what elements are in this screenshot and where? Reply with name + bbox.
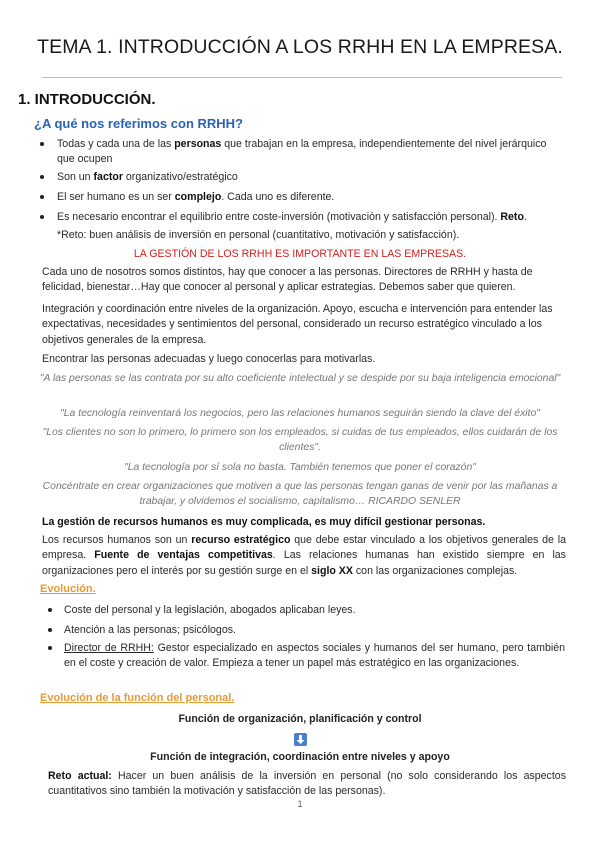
highlight-red-line: LA GESTIÓN DE LOS RRHH ES IMPORTANTE EN LAS EMPRESAS. <box>133 248 467 260</box>
function-step: Función de organización, planificación y control <box>178 713 422 725</box>
quote: Concéntrate en crear organizaciones que motiven a que las personas tengan ganas de venir por las mañanas a trabajar, y olvidemos el socialismo, capitalismo… RICARDO SENLER <box>42 481 558 508</box>
reto-actual: Reto actual: Hacer un buen análisis de la inversión en personal (no solo considerando los aspectos cuantitativos sino también la motivación y satisfacción de las personas). <box>48 770 566 798</box>
bullet-icon <box>40 142 44 146</box>
bullet-icon <box>48 646 52 650</box>
list-item-text: El ser humano es un ser complejo. Cada uno es diferente. <box>57 191 335 203</box>
page-title: TEMA 1. INTRODUCCIÓN A LOS RRHH EN LA EMPRESA. <box>37 36 563 58</box>
page-number: 1 <box>297 799 303 809</box>
funcion-heading: Evolución de la función del personal. <box>40 692 235 704</box>
paragraph: Cada uno de nosotros somos distintos, hay que conocer a las personas. Directores de RRHH y hasta de felicidad, bienestar…Hay que conocer al personal y aplicar estrategias. Debemos saber que quieren. <box>42 266 533 294</box>
title-divider <box>42 77 562 78</box>
section-heading: 1. INTRODUCCIÓN. <box>18 91 156 108</box>
down-arrow-icon <box>294 733 307 746</box>
paragraph: Los recursos humanos son un recurso estratégico que debe estar vinculado a los objetivos generales de la empresa. Fuente de ventajas competitivas. Las relaciones humanas han existido siempre en las organizaciones pero el interés por su gestión surge en el siglo XX con las organizaciones complejas. <box>42 534 566 577</box>
quote: "Los clientes no son lo primero, lo primero son los empleados, si cuidas de tus empleados, ellos cuidarán de los clientes". <box>42 427 558 454</box>
quote: "La tecnología reinventará los negocios, pero las relaciones humanos seguirán siendo la clave del éxito" <box>60 408 540 419</box>
bullet-icon <box>40 175 44 179</box>
list-item-text: Son un factor organizativo/estratégico <box>57 171 238 183</box>
bullet-icon <box>40 215 44 219</box>
list-item-text: Director de RRHH: Gestor especializado en aspectos sociales y humanos del ser humano, pero también en el coste y creación de valor. Empieza a tener un papel más estratégico en las organizaciones. <box>64 642 565 670</box>
paragraph: Encontrar las personas adecuadas y luego conocerlas para motivarlas. <box>42 353 376 365</box>
list-item-text: Todas y cada una de las personas que trabajan en la empresa, independientemente del nivel jerárquico que ocupen <box>57 138 547 166</box>
reto-note: *Reto: buen análisis de inversión en personal (cuantitativo, motivación y satisfacción). <box>57 229 460 241</box>
paragraph: Integración y coordinación entre niveles de la organización. Apoyo, escucha e intervención para entender las expectativas, necesidades y sentimientos del personal, considerado un recurso estratégico vinculado a los objetivos generales de la empresa. <box>42 303 553 346</box>
list-item-text: Coste del personal y la legislación, abogados aplicaban leyes. <box>64 604 356 616</box>
subheading: ¿A qué nos referimos con RRHH? <box>34 116 243 131</box>
list-item-text: Es necesario encontrar el equilibrio entre coste-inversión (motivación y satisfacción personal). Reto. <box>57 211 527 223</box>
bullet-icon <box>48 628 52 632</box>
bullet-icon <box>48 608 52 612</box>
quote: "A las personas se las contrata por su alto coeficiente intelectual y se despide por su baja inteligencia emocional" <box>39 373 561 384</box>
function-step: Función de integración, coordinación entre niveles y apoyo <box>150 751 450 763</box>
evolucion-heading: Evolución. <box>40 583 96 595</box>
bullet-icon <box>40 195 44 199</box>
list-item-text: Atención a las personas; psicólogos. <box>64 624 236 636</box>
quote: "La tecnología por sí sola no basta. También tenemos que poner el corazón" <box>124 462 476 473</box>
bold-statement: La gestión de recursos humanos es muy complicada, es muy difícil gestionar personas. <box>42 516 486 528</box>
